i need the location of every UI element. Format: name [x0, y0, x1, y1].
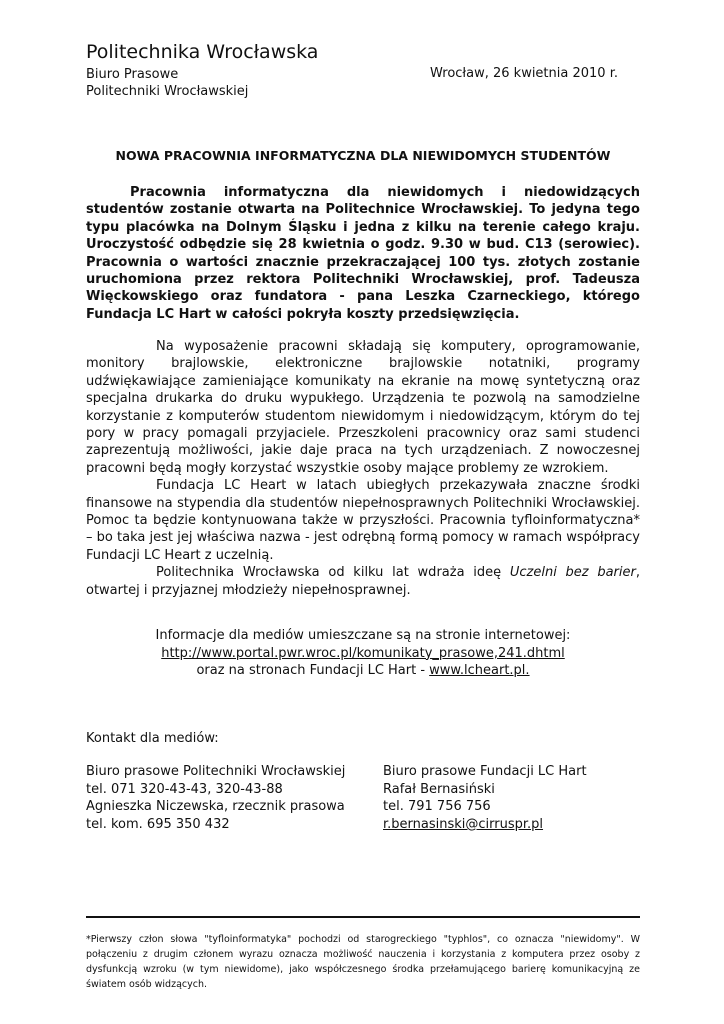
contact-foundation-email-link[interactable]: r.bernasinski@cirruspr.pl	[383, 816, 544, 832]
contact-university-person: Agnieszka Niczewska, rzecznik prasowa	[86, 799, 345, 815]
footnote-divider	[86, 916, 640, 918]
media-info-line: Informacje dla mediów umieszczane są na stronie internetowej:	[155, 628, 571, 643]
paragraph-3-start: Politechnika Wrocławska od kilku lat wdraża ideę	[156, 565, 510, 581]
document-date: Wrocław, 26 kwietnia 2010 r.	[430, 66, 618, 81]
body-paragraph-3	[86, 564, 640, 599]
footnote: *Pierwszy człon słowa "tyfloinformatyka" pochodzi od starogreckiego "typhlos", co oznacza "niewidomy". W połączeniu z drugim członem wyrazu oznacza możliwość nauczenia i korzystania z komputera przez osoby z dysfunkcją wzroku (w tym niewidome), jako współczesnego środka przełamującego barierę komunikacyjną ze światem osób widzących.	[86, 934, 640, 990]
paragraph-3-emphasis: Uczelni bez barier	[509, 565, 636, 581]
contact-foundation-phone: tel. 791 756 756	[383, 799, 491, 815]
contact-foundation-person: Rafał Bernasiński	[383, 781, 495, 797]
press-office-line-2: Politechniki Wrocławskiej	[86, 84, 249, 99]
paragraph-3-end: , otwartej i przyjaznej młodzieży niepełnosprawnej.	[86, 565, 640, 598]
media-info	[86, 627, 640, 680]
contact-university	[86, 763, 345, 833]
body-text	[86, 338, 640, 599]
body-paragraph-2: Fundacja LC Heart w latach ubiegłych przekazywała znaczne środki finansowe na stypendia dla studentów niepełnosprawnych Politechniki Wrocławskiej. Pomoc ta będzie kontynuowana także w przyszłości. Pracownia tyfloinformatyczna* – bo taka jest jej właściwa nazwa - jest odrębną formą pomocy w ramach współpracy Fundacji LC Heart z uczelnią.	[86, 478, 640, 563]
portal-link[interactable]: http://www.portal.pwr.wroc.pl/komunikaty_prasowe,241.dhtml	[161, 645, 565, 661]
organization-name: Politechnika Wrocławska	[86, 41, 319, 63]
press-office-line-1: Biuro Prasowe	[86, 67, 179, 82]
contact-university-office: Biuro prasowe Politechniki Wrocławskiej	[86, 764, 346, 779]
body-paragraph-1: Na wyposażenie pracowni składają się komputery, oprogramowanie, monitory brajlowskie, elektroniczne brajlowskie notatniki, programy udźwiękawiające zamieniające komunikaty na ekranie na mowę syntetyczną oraz specjalna drukarka do druku wypukłego. Urządzenia te pozwolą na samodzielne korzystanie z komputerów studentom niewidomym i niedowidzącym, którym do tej pory w pracy pomagali przyjaciele. Przeszkoleni pracownicy oraz sami studenci zaprezentują możliwości, jakie daje praca na tych urządzeniach. Z nowoczesnej pracowni będą mogły korzystać wszystkie osoby mające problemy ze wzrokiem.	[86, 339, 640, 476]
document-title: NOWA PRACOWNIA INFORMATYCZNA DLA NIEWIDOMYCH STUDENTÓW	[115, 148, 611, 163]
foundation-info-text: oraz na stronach Fundacji LC Hart -	[196, 663, 430, 678]
contact-foundation	[383, 763, 587, 833]
foundation-link[interactable]: www.lcheart.pl.	[429, 663, 530, 678]
contact-university-phone: tel. 071 320-43-43, 320-43-88	[86, 781, 283, 797]
contact-label: Kontakt dla mediów:	[86, 731, 219, 746]
press-office	[86, 66, 248, 100]
lead-paragraph: Pracownia informatyczna dla niewidomych i niedowidzących studentów zostanie otwarta na Politechnice Wrocławskiej. To jedyna tego typu placówka na Dolnym Śląsku i jedna z kilku na terenie całego kraju. Uroczystość odbędzie się 28 kwietnia o godz. 9.30 w bud. C13 (serowiec). Pracownia o wartości znacznie przekraczającej 100 tys. złotych zostanie uruchomiona przez rektora Politechniki Wrocławskiej, prof. Tadeusza Więckowskiego oraz fundatora - pana Leszka Czarneckiego, którego Fundacja LC Hart w całości pokryła koszty przedsięwzięcia.	[86, 185, 640, 322]
contact-university-mobile: tel. kom. 695 350 432	[86, 816, 230, 832]
contact-foundation-office: Biuro prasowe Fundacji LC Hart	[383, 764, 587, 779]
